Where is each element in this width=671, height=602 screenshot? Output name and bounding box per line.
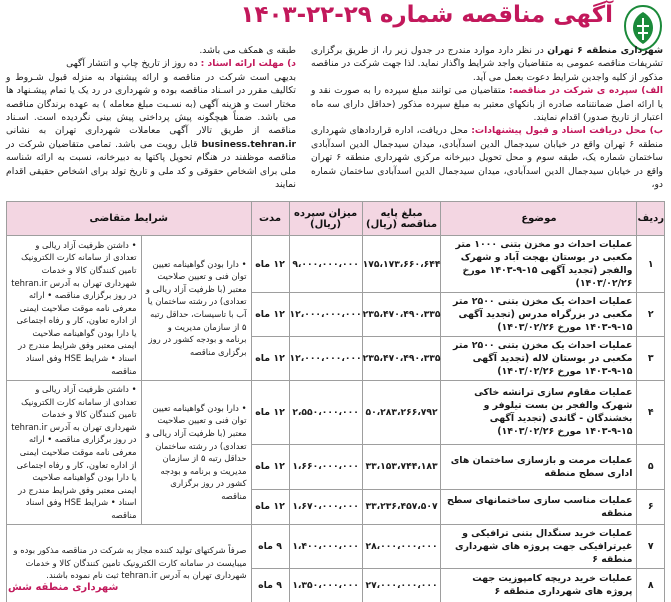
row-idx: ۷ — [637, 524, 665, 568]
row-duration: ۹ ماه — [251, 568, 289, 602]
row-duration: ۱۲ ماه — [251, 337, 289, 381]
section-b — [311, 124, 663, 191]
row-subject: عملیات احداث دو مخزن بتنی ۱۰۰۰ متر مکعبی در بوستان بهجت آباد و شهرک والفجر (تجدید آگهی ۱۵-۹-۱۴۰۳ مورخ ۱۴۰۳/۰۲/۲۶) — [441, 236, 637, 293]
row-duration: ۱۲ ماه — [251, 381, 289, 445]
left-text-2b: قابل رویت می باشد. تمامی متقاضیان شرکت در مناقصه موظفند در هنگام تحویل پاکتها به دبیرخانه، نسبت به ارائه شناسه ملی برای اشخاص حقوقی و کد ملی و تاریخ تولد برای اشخاص حقیقی اقدام نمایند — [6, 138, 296, 191]
row-deposit: ۱،۶۷۰،۰۰۰،۰۰۰ — [289, 489, 362, 524]
row-base: ۲۳۵،۴۷۰،۴۹۰،۳۳۵ — [362, 337, 441, 381]
row-base: ۲۸،۰۰۰،۰۰۰،۰۰۰ — [362, 524, 441, 568]
table-row — [7, 524, 665, 568]
row-base: ۱۷۵،۱۷۳،۶۶۰،۶۴۴ — [362, 236, 441, 293]
header-conditions: شرایط متقاضی — [7, 202, 252, 236]
row-idx: ۸ — [637, 568, 665, 602]
org-name: شهرداری منطقه ۶ تهران — [547, 45, 664, 56]
intro-right-column — [311, 44, 663, 191]
row-base: ۲۳۵،۴۷۰،۴۹۰،۳۳۵ — [362, 293, 441, 337]
row-duration: ۱۲ ماه — [251, 489, 289, 524]
header-subject: موضوع — [441, 202, 637, 236]
intro-text: در نظر دارد موارد مندرج در جدول زیر را، از طریق برگزاری تشریفات مناقصه عمومی به متقاضیان واجد شرایط واگذار نماید. لذا جهت شرکت در مناقصه مذکور از کلیه واجدین شرایط دعوت بعمل می آید. — [311, 45, 663, 83]
row-idx: ۱ — [637, 236, 665, 293]
section-d — [6, 57, 296, 70]
row-subject: عملیات مناسب سازی ساختمانهای سطح منطقه — [441, 489, 637, 524]
row-deposit: ۱۲،۰۰۰،۰۰۰،۰۰۰ — [289, 337, 362, 381]
row-base: ۵۰،۲۸۳،۲۶۶،۷۹۲ — [362, 381, 441, 445]
row-subject: عملیات احداث یک مخزن بتنی ۲۵۰۰ متر مکعبی در بوستان لاله (تجدید آگهی ۱۵-۹-۱۴۰۳ مورخ ۱۴۰۳/۰۲/۲۶) — [441, 337, 637, 381]
signature: شهرداری منطقه شش — [8, 582, 119, 593]
row-idx: ۵ — [637, 444, 665, 489]
qualification-b: • دارا بودن گواهینامه تعیین توان فنی و تعیین صلاحیت معتبر (با ظرفیت آزاد ریالی و تعدادی) در رشته ساختمان حداقل رتبه ۵ از سازمان مدیریت و برنامه و بودجه کشور در روز برگزاری مناقصه — [141, 381, 251, 525]
row-deposit: ۲،۵۵۰،۰۰۰،۰۰۰ — [289, 381, 362, 445]
row-base: ۳۳،۲۳۶،۴۵۷،۵۰۷ — [362, 489, 441, 524]
left-text-1: طبقه ی همکف می باشد. — [199, 45, 296, 56]
row-deposit: ۱،۳۵۰،۰۰۰،۰۰۰ — [289, 568, 362, 602]
header-duration: مدت — [251, 202, 289, 236]
row-idx: ۴ — [637, 381, 665, 445]
header-deposit: میزان سپرده (ریال) — [289, 202, 362, 236]
row-idx: ۶ — [637, 489, 665, 524]
conditions-c: صرفاً شرکتهای تولید کننده مجاز به شرکت در مناقصه مذکور بوده و میبایست در سامانه کارت الکترونیک تامین کنندگان کالا و خدمات شهرداری تهران به آدرس tehran.ir ثبت نام نموده باشند. — [7, 524, 252, 602]
title-prefix: آگهی مناقصه — [461, 2, 613, 28]
header-idx: ردیف — [637, 202, 665, 236]
header-base: مبلغ پایه مناقصه (ریال) — [362, 202, 441, 236]
row-subject: عملیات خرید دریچه کامپوزیت جهت پروژه های شهرداری منطقه ۶ — [441, 568, 637, 602]
page-title — [240, 2, 613, 28]
intro-left-column — [6, 44, 296, 191]
row-subject: عملیات خرید سنگدال بتنی ترافیکی و غیرترافیکی جهت پروژه های شهرداری منطقه ۶ — [441, 524, 637, 568]
row-idx: ۳ — [637, 337, 665, 381]
row-base: ۳۳،۱۵۳،۷۴۴،۱۸۳ — [362, 444, 441, 489]
section-b-text: محل دریافت، اداره قراردادهای شهرداری منطقه ۶ تهران واقع در خیابان سیدجمال الدین اسدآبادی، میدان سیدجمال الدین اسدآبادی ساختمان شماره یک، طبقه سوم و محل تحویل دبیرخانه مرکزی شهرداری منطقه ۶ تهران واقع در خیابان سیدجمال الدین اسدآبادی، میدان سیدجمال الدین اسدآبادی ساختمان شماره دو، — [311, 125, 663, 191]
section-a-title: الف) سپرده ی شرکت در مناقصه: — [509, 85, 663, 97]
title-number: شماره ۲۹-۲۲-۱۴۰۳ — [240, 2, 454, 28]
table-header-row — [7, 202, 665, 236]
left-text-2 — [6, 71, 296, 192]
row-duration: ۱۲ ماه — [251, 293, 289, 337]
row-subject: عملیات مقاوم سازی ترانشه خاکی شهرک والفجر بن بست تیلوفر و بخشندگان - گاندی (تجدید آگهی ۱۵-۹-۱۴۰۳ مورخ ۱۴۰۳/۰۲/۲۶) — [441, 381, 637, 445]
left-text-2a: بدیهی است شرکت در مناقصه و ارائه پیشنهاد به منزله قبول شـروط و تکالیف مقرر در اسـناد مناقصه بوده و شهرداری در رد یک یا تمام پیشـنهاد ها مختار است و هزینه آگهی (به نسـبت مبلغ معامله ) به عهده برندگان مناقصه می باشد. ضمناً هیچگونه پیش پرداختی پیش بینی نگردیده است. اسـناد مناقصه از طریق تالار آگهی معاملات شهرداری تهران به نشانی — [6, 71, 296, 137]
section-d-text: ده روز از تاریخ چاپ و انتشار آگهی — [66, 58, 198, 70]
row-deposit: ۹،۰۰۰،۰۰۰،۰۰۰ — [289, 236, 362, 293]
conditions-b: • داشتن ظرفیت آزاد ریالی و تعدادی از سامانه کارت الکترونیک تامین کنندگان کالا و خدمات شهرداری تهران به آدرس tehran.ir در روز برگزاری مناقصه • ارائه معرفی نامه موقت صلاحیت ایمنی از اداره تعاون، کار و رفاه اجتماعی یا دارا بودن گواهینامه صلاحیت ایمنی معتبر وفق شرایط مندرج در اسناد • شرایط HSE وفق اسناد مناقصه — [7, 381, 142, 525]
section-a-text: متقاضیان می توانند مبلغ سپرده را به صورت نقد و یا ارائه اصل ضمانتنامه صادره از بانکهای معتبر به مبلغ سپرده مذکور (حداقل دارای سه ماه اعتبار از تاریخ صدور) اقدام نمایند. — [311, 85, 663, 124]
table-row — [7, 381, 665, 445]
row-deposit: ۱،۴۰۰،۰۰۰،۰۰۰ — [289, 524, 362, 568]
conditions-a: • داشتن ظرفیت آزاد ریالی و تعدادی از سامانه کارت الکترونیک تامین کنندگان کالا و خدمات شهرداری تهران به آدرس tehran.ir در روز برگزاری مناقصه • ارائه معرفی نامه موقت صلاحیت ایمنی از اداره تعاون، کار و رفاه اجتماعی یا دارا بودن گواهینامه صلاحیت ایمنی معتبر وفق شرایط مندرج در اسناد • شرایط HSE وفق اسناد مناقصه — [7, 236, 142, 381]
row-duration: ۱۲ ماه — [251, 236, 289, 293]
row-duration: ۱۲ ماه — [251, 444, 289, 489]
tender-table — [6, 201, 665, 602]
intro-paragraph — [311, 44, 663, 84]
row-subject: عملیات مرمت و بازسازی ساختمان های اداری سطح منطقه — [441, 444, 637, 489]
row-deposit: ۱،۶۶۰،۰۰۰،۰۰۰ — [289, 444, 362, 489]
row-duration: ۹ ماه — [251, 524, 289, 568]
row-subject: عملیات احداث یک مخزن بتنی ۲۵۰۰ متر مکعبی در بزرگراه مدرس (تجدید آگهی ۱۵-۹-۱۴۰۳ مورخ ۱۴۰۳/۰۲/۲۶) — [441, 293, 637, 337]
table-row — [7, 236, 665, 293]
row-base: ۲۷،۰۰۰،۰۰۰،۰۰۰ — [362, 568, 441, 602]
section-a — [311, 84, 663, 124]
row-idx: ۲ — [637, 293, 665, 337]
qualification-a: • دارا بودن گواهینامه تعیین توان فنی و تعیین صلاحیت معتبر (با ظرفیت آزاد ریالی و تعدادی) در رشته ساختمان یا آب با تاسیسات، حداقل رتبه ۵ از سازمان مدیریت و برنامه و بودجه کشور در روز برگزاری مناقصه — [141, 236, 251, 381]
section-b-title: ب) محل دریافت اسناد و قبول پیشنهادات: — [471, 125, 664, 137]
row-deposit: ۱۲،۰۰۰،۰۰۰،۰۰۰ — [289, 293, 362, 337]
website-link[interactable]: business.tehran.ir — [201, 138, 296, 150]
section-d-title: د) مهلت ارائه اسناد : — [200, 58, 296, 70]
